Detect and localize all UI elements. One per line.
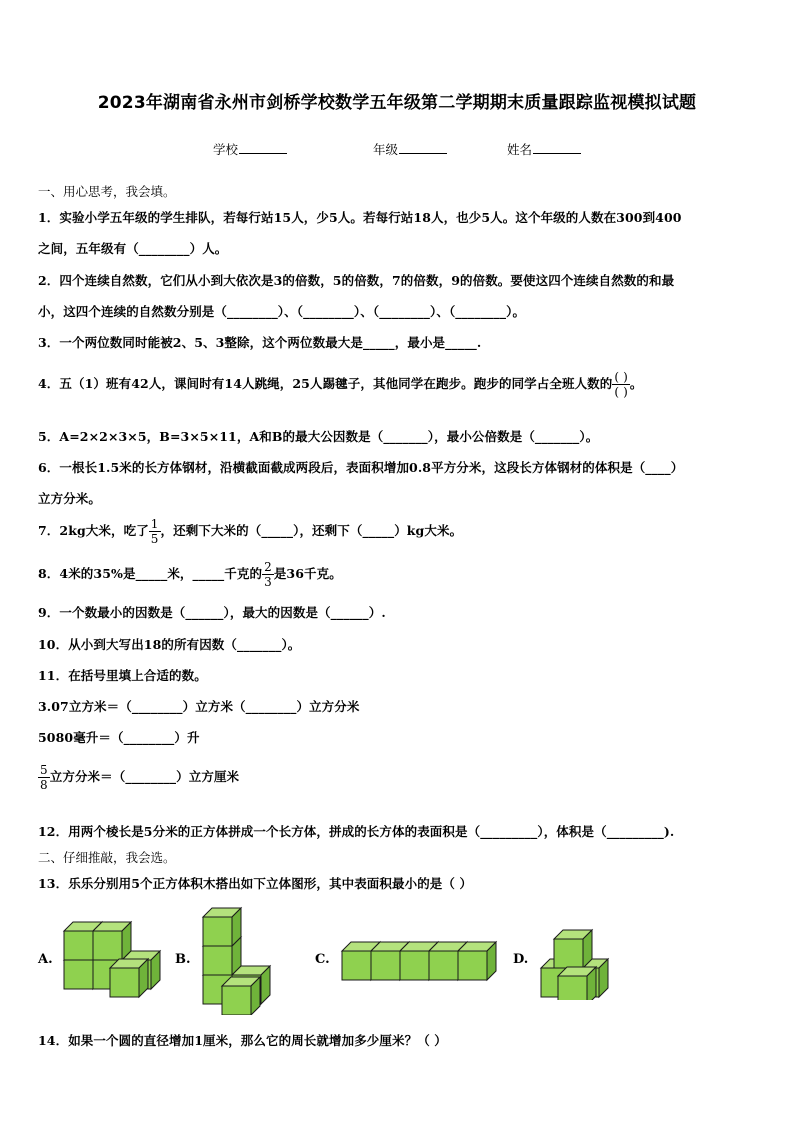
figure-a-cube-structure (60, 920, 165, 1000)
fraction-denominator: ( ) (614, 385, 628, 399)
cube-face (203, 946, 232, 975)
cube-face (554, 939, 583, 968)
fraction-numerator: ( ) (614, 370, 628, 384)
name-field (507, 140, 581, 158)
fraction-numerator: 1 (150, 517, 159, 531)
cube-group-a (64, 922, 160, 997)
fraction-denominator: 5 (150, 532, 159, 546)
question-4 (38, 370, 642, 399)
question-9: 9．一个数最小的因数是（______），最大的因数是（______）. (38, 605, 386, 620)
question-8-text-end: 是36千克。 (273, 566, 342, 581)
question-11-part-b: 5080毫升＝（________）升 (38, 730, 200, 745)
option-a-label: A. (38, 952, 53, 967)
question-3: 3．一个两位数同时能被2、5、3整除，这个两位数最大是_____，最小是_____. (38, 335, 482, 350)
question-11-part-a: 3.07立方米＝（________）立方米（________）立方分米 (38, 699, 360, 714)
question-8-fraction (262, 560, 274, 589)
question-4-fraction (612, 370, 629, 399)
fraction-numerator: 5 (40, 763, 48, 777)
cube-face (110, 968, 139, 997)
question-11-part-c (38, 763, 239, 792)
cube-face (203, 917, 232, 946)
cube-face (558, 976, 587, 1000)
option-c-label: C. (315, 952, 330, 967)
question-11: 11．在括号里填上合适的数。 (38, 668, 207, 683)
school-blank (239, 141, 287, 154)
cube-face (64, 960, 93, 989)
question-11-part-c-text: 立方分米＝（________）立方厘米 (49, 769, 240, 784)
question-2-line-2: 小，这四个连续的自然数分别是（________）、（________）、（________）、（________）。 (38, 304, 526, 319)
option-b-label: B. (175, 952, 191, 967)
question-12: 12．用两个棱长是5分米的正方体拼成一个长方体，拼成的长方体的表面积是（_________），体积是（_________). (38, 824, 675, 839)
question-13: 13．乐乐分别用5个正方体积木搭出如下立体图形，其中表面积最小的是（ ） (38, 876, 473, 891)
name-blank (533, 141, 581, 154)
cube-face (371, 951, 400, 980)
option-d-label: D. (513, 952, 529, 967)
cube-face (429, 951, 458, 980)
fraction-denominator: 8 (40, 778, 48, 792)
question-4-end: 。 (629, 376, 643, 391)
grade-blank (399, 141, 447, 154)
question-14: 14．如果一个圆的直径增加1厘米，那么它的周长就增加多少厘米？（ ） (38, 1033, 447, 1048)
cube-face (458, 951, 487, 980)
question-6-line-1: 6．一根长1.5米的长方体钢材，沿横截面截成两段后，表面积增加0.8平方分米，这段长方体钢材的体积是（____） (38, 460, 684, 475)
figure-d-cube-structure (538, 918, 618, 1000)
page-title: 2023年湖南省永州市剑桥学校数学五年级第二学期期末质量跟踪监视模拟试题 (97, 93, 697, 113)
figure-b-cube-structure (198, 900, 283, 1015)
question-8 (38, 560, 342, 589)
cube-group-b (203, 908, 270, 1015)
school-label: 学校 (213, 142, 239, 157)
question-1-line-2: 之间，五年级有（________）人。 (38, 241, 228, 256)
cube-group-d (541, 930, 608, 1000)
question-7 (38, 517, 462, 546)
question-8-text-start: 8．4米的35%是_____米，_____千克的 (38, 566, 263, 581)
cube-face (64, 931, 93, 960)
cube-face (400, 951, 429, 980)
question-7-fraction (149, 517, 161, 546)
figure-c-cube-structure (340, 935, 500, 985)
section-1-heading: 一、用心思考，我会填。 (38, 184, 176, 199)
question-2-line-1: 2．四个连续自然数，它们从小到大依次是3的倍数，5的倍数，7的倍数，9的倍数。要使这四个连续自然数的和最 (38, 273, 675, 288)
fraction-denominator: 3 (264, 575, 272, 589)
grade-label: 年级 (373, 142, 399, 157)
cube-face (93, 931, 122, 960)
question-5: 5．A=2×2×3×5，B=3×5×11，A和B的最大公因数是（_______），最小公倍数是（_______）。 (38, 429, 599, 444)
grade-field (373, 140, 447, 158)
fraction-numerator: 2 (264, 560, 272, 574)
question-6-line-2: 立方分米。 (38, 491, 102, 506)
question-11-fraction (38, 763, 50, 792)
question-7-text-start: 7．2kg大米，吃了 (38, 523, 149, 538)
school-field (213, 140, 287, 158)
name-label: 姓名 (507, 142, 533, 157)
cube-face (222, 986, 251, 1015)
cube-face (342, 951, 371, 980)
cube-group-c (342, 942, 496, 980)
question-4-text: 4．五（1）班有42人，课间时有14人跳绳，25人踢毽子，其他同学在跑步。跑步的同学占全班人数的 (38, 376, 613, 391)
question-7-text-end: ，还剩下大米的（_____），还剩下（_____）kg大米。 (160, 523, 463, 538)
section-2-heading: 二、仔细推敲，我会选。 (38, 850, 176, 865)
question-1-line-1: 1．实验小学五年级的学生排队，若每行站15人，少5人。若每行站18人，也少5人。这个年级的人数在300到400 (38, 210, 682, 225)
question-10: 10．从小到大写出18的所有因数（_______）。 (38, 637, 301, 652)
